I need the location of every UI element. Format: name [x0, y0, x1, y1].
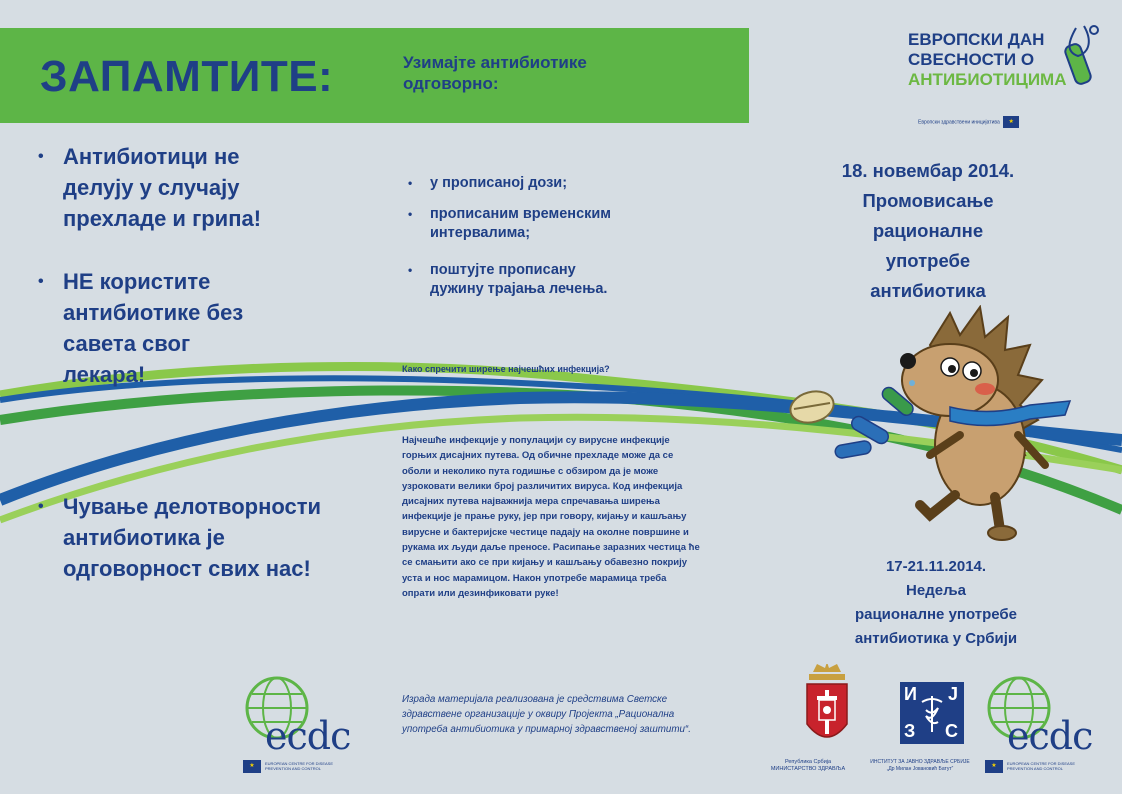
week-line-3: рационалне употребе — [854, 606, 1018, 623]
ministry-caption-line2: МИНИСТАРСТВО ЗДРАВЉА — [770, 766, 846, 772]
campaign-logo — [908, 30, 1098, 98]
institute-letter-3: З — [904, 721, 916, 741]
page-title: ЗАПАМТИТЕ: — [40, 52, 334, 101]
stethoscope-icon — [1058, 22, 1108, 92]
sponsor-line — [918, 116, 1019, 128]
date-block — [796, 156, 1060, 306]
left-point-2-text: НЕ користите антибиотике без савета свог лекара! — [63, 269, 244, 387]
institute-caption-line1: ИНСТИТУТ ЗА ЈАВНО ЗДРАВЉЕ СРБИЈЕ — [870, 759, 970, 765]
question-heading: Како спречити ширење најчешћих инфекција? — [402, 364, 610, 374]
ecdc-caption: EUROPEAN CENTRE FOR DISEASE PREVENTION AND CONTROL — [265, 761, 334, 771]
ecdc-name: ecdc — [1007, 714, 1093, 758]
dose-point-3-text: поштујте прописану дужину трајања лечења. — [430, 262, 608, 297]
sponsor-text: Европски здравствени иницијатива — [918, 119, 1000, 126]
left-point-2 — [38, 266, 278, 390]
left-point-1 — [38, 141, 293, 234]
date-line-3: рационалне — [872, 220, 984, 241]
institute-letter-1: И — [904, 684, 917, 704]
hedgehog-mascot-icon — [780, 305, 1080, 545]
left-point-3 — [38, 491, 348, 584]
dose-point-3 — [408, 261, 618, 299]
date-line-2: Промовисање — [862, 190, 994, 211]
dose-point-1-text: у прописаној дози; — [430, 175, 568, 191]
bullet-icon: • — [408, 263, 413, 277]
institute-caption — [870, 759, 970, 773]
week-line-2: Недеља — [906, 582, 966, 599]
institute-logo — [900, 682, 964, 744]
bullet-icon: • — [408, 207, 413, 221]
ministry-caption-line1: Република Србија — [784, 759, 832, 765]
date-line-5: антибиотика — [870, 280, 986, 301]
ecdc-name: ecdc — [265, 714, 351, 758]
ecdc-logo-left — [243, 674, 363, 784]
eu-flag-icon: ★ — [1003, 116, 1019, 128]
bullet-icon: • — [408, 176, 413, 190]
institute-letter-4: С — [945, 721, 958, 741]
serbia-coat-of-arms-icon — [803, 664, 851, 756]
header-subtitle: Узимајте антибиотике одговорно: — [403, 53, 587, 93]
campaign-logo-line1: ЕВРОПСКИ ДАН — [908, 30, 1045, 49]
campaign-logo-line3: АНТИБИОТИЦИМА — [908, 70, 1067, 89]
ministry-caption — [768, 759, 848, 773]
institute-caption-line2: „Др Милан Јовановић Батут“ — [886, 766, 954, 772]
dose-point-2 — [408, 205, 668, 243]
week-block — [806, 555, 1066, 651]
eu-flag-icon: ★ — [985, 760, 1003, 773]
ecdc-logo-right — [985, 674, 1105, 784]
date-line-1: 18. новембар 2014. — [841, 160, 1015, 181]
left-point-3-text: Чување делотворности антибиотика је одговорност свих нас! — [63, 494, 322, 581]
week-line-1: 17-21.11.2014. — [885, 558, 987, 575]
date-line-4: употребе — [885, 250, 971, 271]
week-line-4: антибиотика у Србији — [854, 630, 1018, 647]
left-point-1-text: Антибиотици не делују у случају прехладе и грипа! — [63, 144, 262, 231]
institute-letter-2: Ј — [947, 684, 958, 704]
campaign-logo-line2: СВЕСНОСТИ О — [908, 50, 1035, 69]
credits-text: Израда материјала реализована је средствима Светске здравствене организације у оквиру Пројекта „Рационална употреба антибиотика у примарној здравственој заштити“. — [402, 694, 691, 735]
bullet-icon: • — [38, 498, 44, 515]
bullet-icon: • — [38, 148, 44, 165]
caduceus-icon — [918, 696, 946, 732]
body-paragraph: Најчешће инфекције у популацији су вирусне инфекције горњих дисајних путева. Од обичне прехладе може да се оболи и неколико пута годишње с обзиром да је може узроковати велики број различитих вируса. Код инфекција дисајних путева најважнија мера спречавања ширења инфекције је прање руку, јер при говору, кијању и кашљању вирусне и бактеријске честице падају на околне површине и рукама их људи даље преносе. Расипање заразних честица ће се смањити ако се при кијању и кашљању обавезно покрију уста и нос марамицом. Након употребе марамица треба опрати или дезинфиковати руке! — [402, 435, 700, 599]
eu-flag-icon: ★ — [243, 760, 261, 773]
ecdc-caption: EUROPEAN CENTRE FOR DISEASE PREVENTION AND CONTROL — [1007, 761, 1076, 771]
bullet-icon: • — [38, 273, 44, 290]
dose-point-1 — [408, 174, 668, 193]
dose-point-2-text: прописаним временским интервалима; — [430, 206, 612, 241]
